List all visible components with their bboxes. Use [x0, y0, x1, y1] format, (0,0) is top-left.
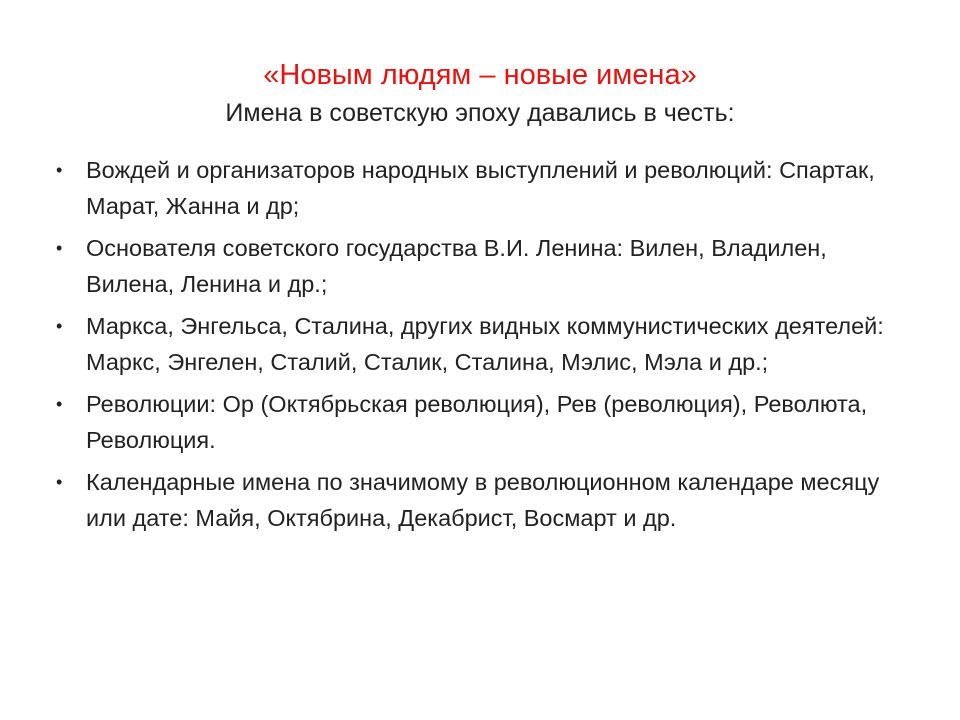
bullet-icon: •: [56, 472, 63, 492]
bullet-item-revolution: [48, 386, 898, 458]
bullet-icon: •: [56, 394, 63, 414]
title-block: [60, 55, 900, 131]
bullet-text: Вождей и организаторов народных выступлений и революций: Спартак, Марат, Жанна и др;: [86, 157, 875, 219]
bullet-icon: •: [56, 160, 63, 180]
slide-subtitle: Имена в советскую эпоху давались в честь:: [225, 99, 735, 127]
bullet-text: Календарные имена по значимому в революционном календаре месяцу или дате: Майя, Октябрина, Декабрист, Восмарт и др.: [86, 469, 880, 531]
slide-title: «Новым людям – новые имена»: [263, 59, 697, 91]
bullet-text: Основателя советского государства В.И. Ленина: Вилен, Владилен, Вилена, Ленина и др.;: [86, 235, 827, 297]
bullet-text: Революции: Ор (Октябрьская революция), Рев (революция), Революта, Революция.: [86, 391, 868, 453]
bullet-item-calendar: [48, 464, 898, 536]
bullet-item-leaders: [48, 152, 898, 224]
bullet-list: [48, 152, 898, 542]
bullet-icon: •: [56, 238, 63, 258]
bullet-icon: •: [56, 316, 63, 336]
bullet-item-lenin: [48, 230, 898, 302]
bullet-text: Маркса, Энгельса, Сталина, других видных коммунистических деятелей: Маркс, Энгелен, Сталий, Сталик, Сталина, Мэлис, Мэла и др.;: [86, 313, 884, 375]
bullet-item-communist-leaders: [48, 308, 898, 380]
